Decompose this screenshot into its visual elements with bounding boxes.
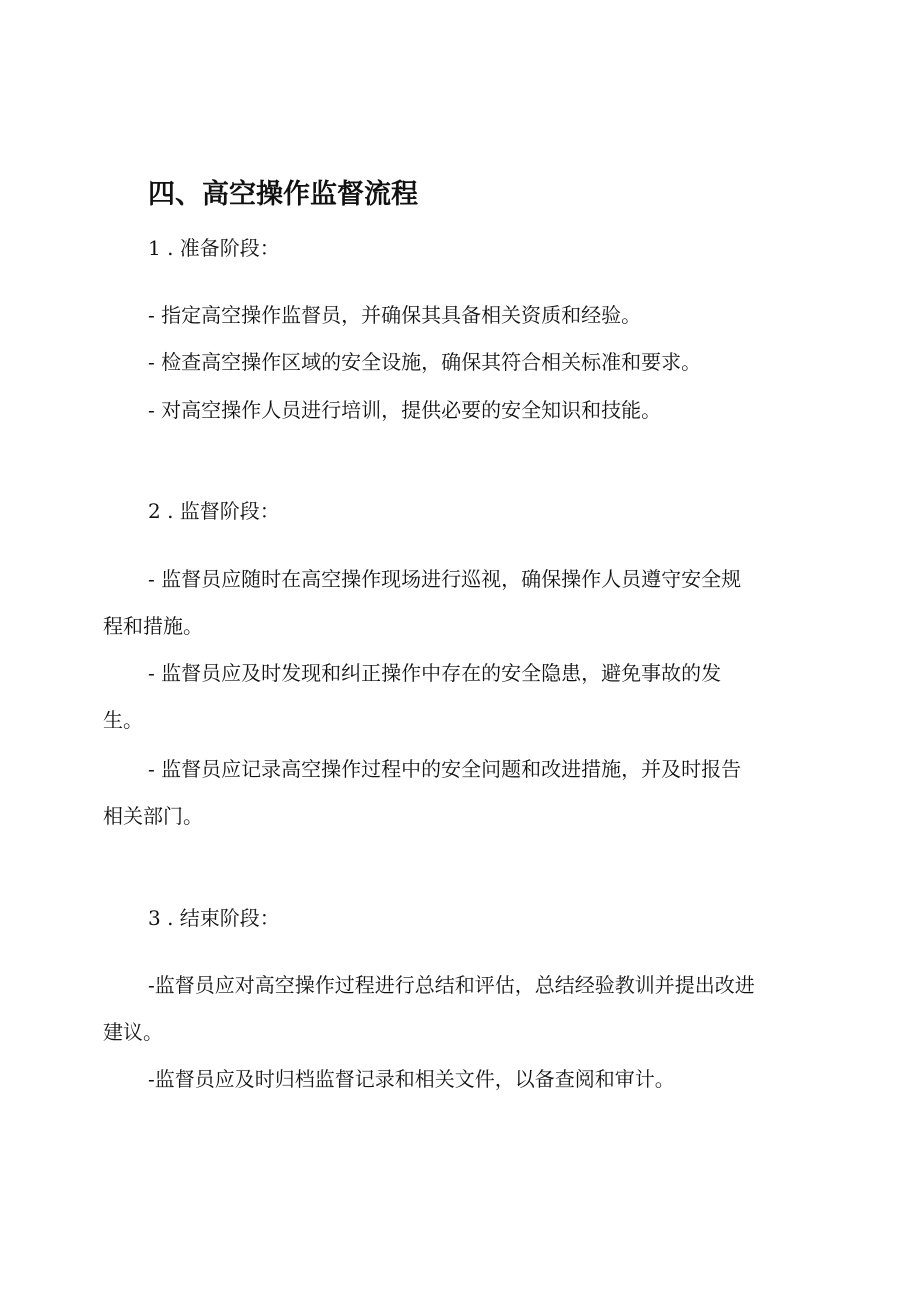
- section-heading-preparation: 1 . 准备阶段：: [148, 236, 280, 260]
- list-item-continuation: 程和措施。: [103, 614, 203, 638]
- list-item: - 检查高空操作区域的安全设施，确保其符合相关标准和要求。: [148, 350, 702, 374]
- list-item-continuation: 生。: [103, 708, 143, 732]
- list-item: - 监督员应及时发现和纠正操作中存在的安全隐患，避免事故的发: [148, 661, 722, 685]
- list-item: - 对高空操作人员进行培训，提供必要的安全知识和技能。: [148, 398, 662, 422]
- list-item: -监督员应及时归档监督记录和相关文件，以备查阅和审计。: [148, 1067, 675, 1091]
- list-item-continuation: 建议。: [103, 1020, 163, 1044]
- list-item: -监督员应对高空操作过程进行总结和评估，总结经验教训并提出改进: [148, 973, 755, 997]
- list-item: - 监督员应记录高空操作过程中的安全问题和改进措施，并及时报告: [148, 757, 742, 781]
- page-title: 四、高空操作监督流程: [148, 179, 418, 210]
- section-heading-supervision: 2 . 监督阶段：: [148, 499, 280, 523]
- list-item: - 指定高空操作监督员，并确保其具备相关资质和经验。: [148, 303, 642, 327]
- list-item-continuation: 相关部门。: [103, 804, 203, 828]
- section-heading-completion: 3 . 结束阶段：: [148, 906, 280, 930]
- list-item: - 监督员应随时在高空操作现场进行巡视，确保操作人员遵守安全规: [148, 567, 742, 591]
